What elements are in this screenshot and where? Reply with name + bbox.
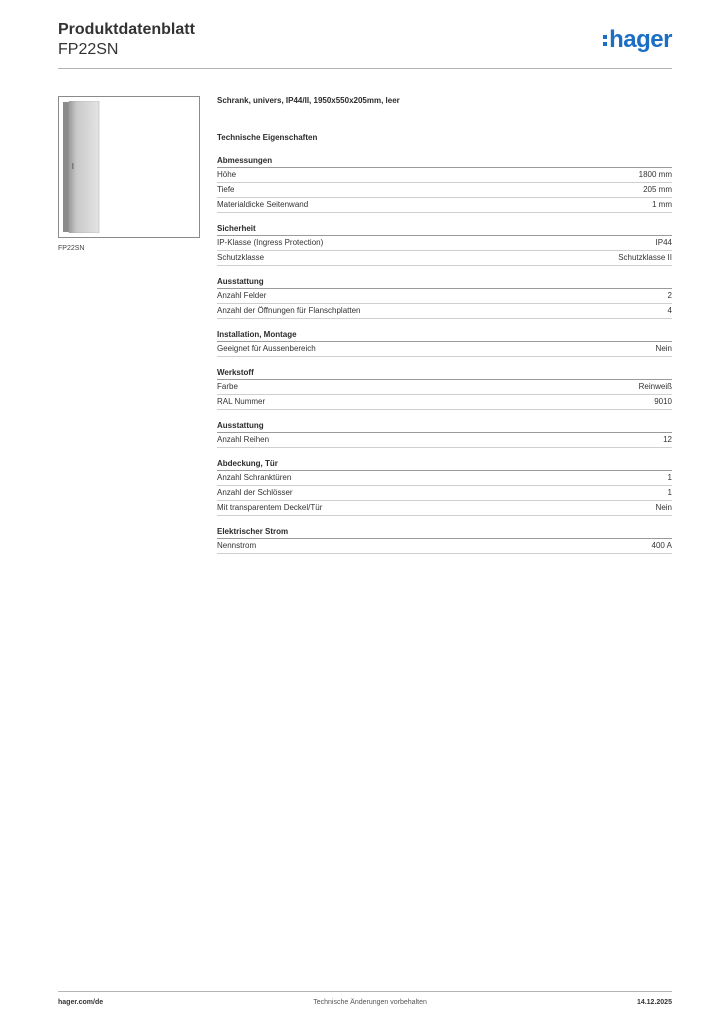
spec-label: Anzahl der Öffnungen für Flanschplatten: [217, 306, 361, 315]
product-code: FP22SN: [58, 41, 119, 58]
spec-label: Mit transparentem Deckel/Tür: [217, 503, 323, 512]
cabinet-image: [63, 101, 101, 233]
spec-row: [217, 168, 672, 183]
footer-divider: [58, 991, 672, 992]
spec-label: Höhe: [217, 170, 237, 179]
spec-value: 4: [667, 306, 672, 315]
page-title: Produktdatenblatt: [58, 21, 195, 38]
spec-row: [217, 433, 672, 448]
spec-label: Anzahl der Schlösser: [217, 488, 293, 497]
spec-section: [217, 458, 672, 516]
spec-label: Materialdicke Seitenwand: [217, 200, 309, 209]
spec-sections: [217, 155, 672, 554]
section-title: Ausstattung: [217, 276, 672, 289]
hager-logo: [603, 28, 672, 52]
header-divider: [58, 68, 672, 69]
footer-date: 14.12.2025: [636, 999, 672, 1006]
section-title: Elektrischer Strom: [217, 526, 672, 539]
spec-value: Reinweiß: [638, 382, 672, 391]
spec-value: 12: [663, 435, 672, 444]
product-details: [217, 96, 672, 564]
spec-value: 205 mm: [643, 185, 672, 194]
spec-row: [217, 471, 672, 486]
spec-label: Schutzklasse: [217, 253, 265, 262]
document-header: [58, 20, 195, 60]
spec-value: 1 mm: [652, 200, 672, 209]
footer-disclaimer: Technische Änderungen vorbehalten: [313, 999, 427, 1006]
section-title: Sicherheit: [217, 223, 672, 236]
spec-label: Anzahl Felder: [217, 291, 267, 300]
spec-section: [217, 155, 672, 213]
spec-row: [217, 289, 672, 304]
footer-website[interactable]: hager.com/de: [58, 999, 104, 1006]
spec-label: Farbe: [217, 382, 238, 391]
spec-row: [217, 486, 672, 501]
spec-row: [217, 198, 672, 213]
spec-section: [217, 526, 672, 554]
logo-dots-icon: [603, 35, 607, 46]
spec-section: [217, 223, 672, 266]
product-description: Schrank, univers, IP44/II, 1950x550x205mm, leer: [217, 96, 400, 105]
spec-row: [217, 395, 672, 410]
spec-section: [217, 420, 672, 448]
spec-section: [217, 329, 672, 357]
spec-label: Geeignet für Aussenbereich: [217, 344, 316, 353]
spec-row: [217, 251, 672, 266]
spec-row: [217, 380, 672, 395]
section-title: Abdeckung, Tür: [217, 458, 672, 471]
spec-value: 400 A: [651, 541, 672, 550]
section-title: Werkstoff: [217, 367, 672, 380]
spec-value: Nein: [655, 503, 672, 512]
spec-label: Anzahl Reihen: [217, 435, 270, 444]
spec-label: Anzahl Schranktüren: [217, 473, 292, 482]
spec-section: [217, 367, 672, 410]
document-footer: [58, 999, 672, 1006]
spec-value: Schutzklasse II: [618, 253, 672, 262]
spec-value: 9010: [654, 397, 672, 406]
image-caption: FP22SN: [58, 245, 85, 252]
spec-value: Nein: [655, 344, 672, 353]
spec-value: 1800 mm: [638, 170, 672, 179]
spec-label: Nennstrom: [217, 541, 257, 550]
spec-label: Tiefe: [217, 185, 235, 194]
spec-row: [217, 236, 672, 251]
section-title: Installation, Montage: [217, 329, 672, 342]
section-title: Ausstattung: [217, 420, 672, 433]
spec-label: RAL Nummer: [217, 397, 266, 406]
spec-value: 1: [667, 473, 672, 482]
spec-section: [217, 276, 672, 319]
spec-value: 2: [667, 291, 672, 300]
spec-label: IP-Klasse (Ingress Protection): [217, 238, 324, 247]
spec-row: [217, 501, 672, 516]
logo-wordmark: hager: [609, 26, 672, 53]
spec-value: 1: [667, 488, 672, 497]
spec-row: [217, 304, 672, 319]
product-image-frame: [58, 96, 200, 238]
spec-row: [217, 342, 672, 357]
spec-row: [217, 183, 672, 198]
tech-heading: Technische Eigenschaften: [217, 133, 318, 142]
spec-row: [217, 539, 672, 554]
spec-value: IP44: [655, 238, 672, 247]
section-title: Abmessungen: [217, 155, 672, 168]
